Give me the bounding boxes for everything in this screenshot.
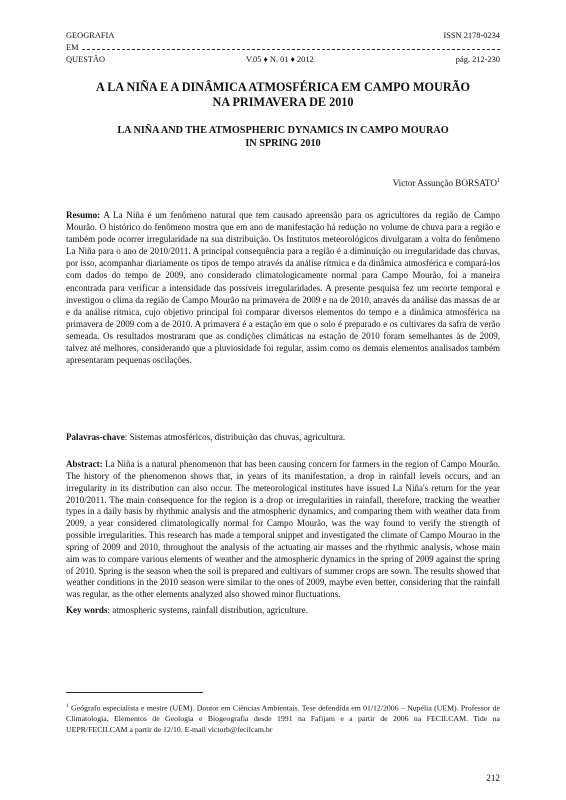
- paper-title-pt: [66, 80, 500, 110]
- header-dashed-rule: [82, 49, 500, 50]
- page-number: 212: [486, 773, 500, 783]
- paper-title-en: [66, 124, 500, 150]
- author-footnote-mark: 1: [497, 178, 500, 184]
- paper-page: [66, 0, 500, 800]
- abstract-text: La Niña is a natural phenomenon that has been causing concern for farmers in the region of Campo Mourão. The history of the phenomenon shows that, in years of its manifestation, a drop in rainfall levels occurs, and an irregularity in its distribution can also occur. The meteorological institutes have issued La Niña's return for the year 2010/2011. The main consequence for the region is a drop or irregularities in rainfall, therefore, tracking the weather types in a daily basis by rhythmic analysis and the atmospheric dynamics, and comparing them with weather data from 2009, a year considered climatologically normal for Campo Mourão, was the way found to verify the strength of possible irregularities. This research has made a temporal snippet and investigated the climate of Campo Mourao in the spring of 2009 and 2010, throughout the analysis of the actuating air masses and the rhythmic analysis, whose main aim was to compare various elements of weather and the atmospheric dynamics in the spring of 2009 against the spring of 2010. Spring is the season when the soil is prepared and cultivars of summer crops are sown. The results showed that weather conditions in the 2010 season were similar to the ones of 2009, maybe even better, considering that the rainfall was regular, as the other elements analyzed also showed minor fluctuations.: [66, 459, 500, 600]
- abstract-paragraph: [66, 459, 500, 601]
- resumo-text: A La Niña é um fenômeno natural que tem causado apreensão para os agricultores da região de Campo Mourão. O histórico do fenômeno mostra que em ano de manifestação há redução no volume de chuva para a região e também pode ocorrer irregularidade na sua distribuição. Os Institutos meteorológicos divulgaram a volta do fenômeno La Niña para o ano de 2010/2011. A principal consequência para a região é a diminuição ou irregularidade das chuvas, por isso, acompanhar diariamente os tipos de tempo através da análise rítmica e da dinâmica atmosférica e compará-los com dados do tempo de 2009, ano considerado climatologicamente normal para Campo Mourão, foi a maneira encontrada para verificar a intensidade das possíveis irregularidades. A presente pesquisa fez um recorte temporal e investigou o clima da região de Campo Mourão na primavera de 2009 e na de 2010, através da análise das massas de ar e da análise rítmica, cujo objetivo principal foi comparar diversos elementos do tempo e a dinâmica atmosférica na primavera de 2009 com a de 2010. A primavera é a estação em que o solo é preparado e os cultivares da safra de verão semeada. Os resultados mostraram que as condições climáticas na estação de 2010 foram semelhantes às de 2009, talvez até melhores, considerando que a pluviosidade foi regular, assim como os demais elementos analisados também apresentaram pequenas oscilações.: [66, 210, 500, 366]
- issn: ISSN 2178-0234: [443, 31, 500, 40]
- paper-title-en-line2: IN SPRING 2010: [245, 138, 321, 149]
- volume-info: V.05 ♦ N. 01 ♦ 2012: [246, 55, 314, 64]
- author-name: Victor Assunção BORSATO: [392, 178, 497, 189]
- palavras-chave-label: Palavras-chave: [66, 432, 125, 442]
- keywords-text: : atmospheric systems, rainfall distribution, agriculture.: [107, 605, 308, 615]
- resumo-paragraph: [66, 209, 500, 366]
- journal-name-line2: EM: [66, 43, 79, 52]
- resumo-label: Resumo:: [66, 210, 101, 220]
- keywords-paragraph: [66, 604, 500, 616]
- header-row-2: [66, 43, 500, 53]
- header-row-3: [66, 55, 500, 65]
- footnote-mark: 1: [66, 703, 69, 709]
- paper-title-pt-line1: A LA NIÑA E A DINÂMICA ATMOSFÉRICA EM CAMPO MOURÃO: [96, 80, 470, 94]
- palavras-chave-paragraph: [66, 431, 500, 443]
- abstract-label: Abstract:: [66, 459, 103, 469]
- paper-title-en-line1: LA NIÑA AND THE ATMOSPHERIC DYNAMICS IN CAMPO MOURAO: [117, 125, 449, 136]
- journal-name-line3: QUESTÃO: [66, 55, 106, 64]
- journal-name-line1: GEOGRAFIA: [66, 31, 115, 40]
- footnote-text: Geógrafo especialista e mestre (UEM). Doutor em Ciências Ambientais. Tese defendida em 01/12/2006 – Nupélia (UEM). Professor de Climatologia, Elementos de Geologia e Biogeografia desde 1991 na Fafijam e a partir de 2006 na FECILCAM. Tide na UEPR/FECILCAM a partir de 12/10. E-mail victorb@fecilcam.br: [66, 703, 500, 734]
- palavras-chave-text: : Sistemas atmosféricos, distribuição das chuvas, agricultura.: [124, 432, 346, 442]
- author-line: [393, 176, 500, 189]
- footnote-rule: [66, 692, 203, 693]
- header-row-1: [66, 31, 500, 41]
- footnote: [66, 701, 500, 735]
- keywords-label: Key words: [66, 605, 108, 615]
- paper-title-pt-line2: NA PRIMAVERA DE 2010: [212, 95, 354, 109]
- page-range: pág. 212-230: [455, 55, 500, 64]
